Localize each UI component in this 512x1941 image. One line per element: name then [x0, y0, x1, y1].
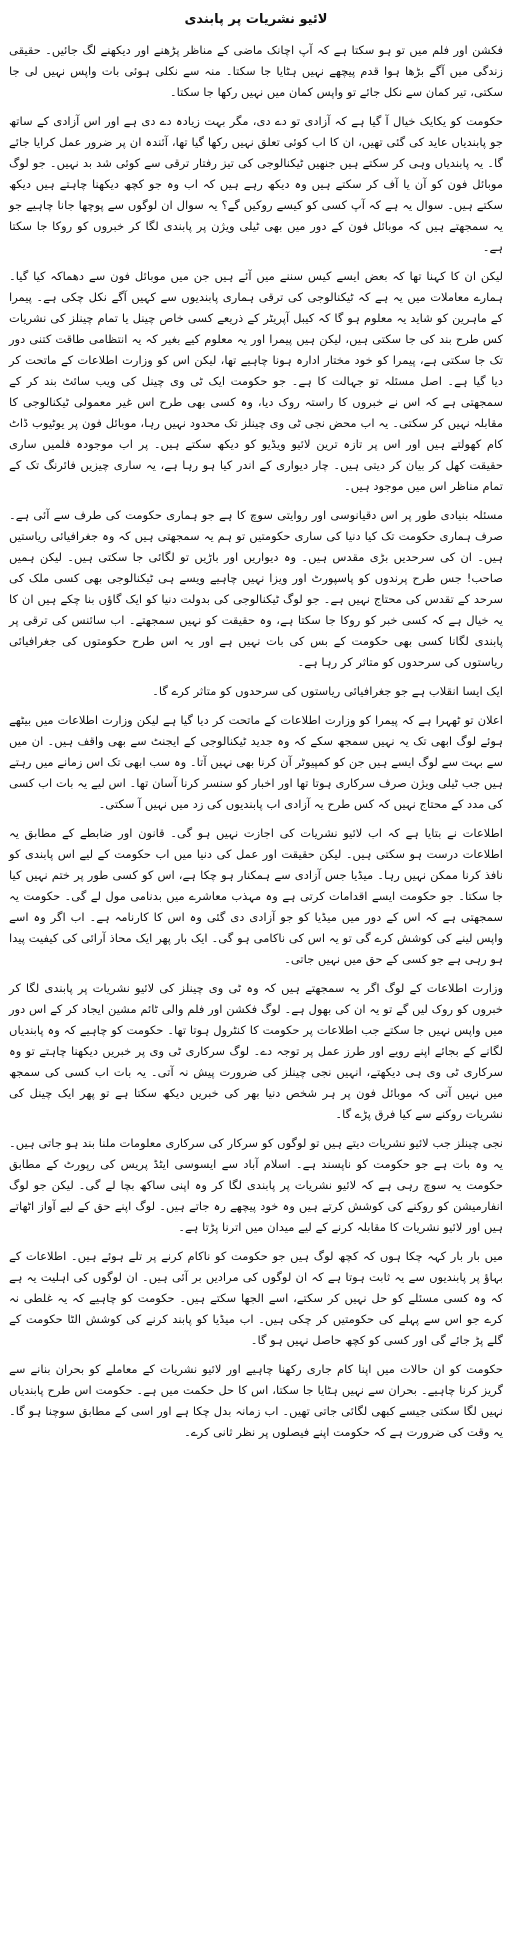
- article-paragraph: حکومت کو یکایک خیال آ گیا ہے کہ آزادی تو دے دی، مگر بہت زیادہ دے دی ہے اور اس آزادی کے ساتھ جو پابندیاں عاید کی گئی تھیں، ان کا اب کوئی تعلق نہیں رکھا گیا تھا، آئندہ ان پر ضرور عمل کرایا جائے گا۔ یہ پابندیاں وہی کر سکتے ہیں جنھیں ٹیکنالوجی کی تیز رفتار ترقی سے کوئی شد بد نہیں۔ جو لوگ موبائل فون کو آن یا آف کر سکتے ہیں وہ دیکھ رہے ہیں کہ اب وہ جو کچھ دیکھنا چاہتے ہیں دیکھ سکتے ہیں۔ سوال یہ ہے کہ آپ کسی کو کیسے روکیں گے؟ یہ سوال ان لوگوں سے پوچھا جانا چاہیے جو یہ سمجھتے ہیں کہ موبائل فون کے دور میں بھی ٹیلی ویژن پر پابندی لگا کر خبروں کو روکا جا سکتا ہے۔: [9, 114, 503, 254]
- article-paragraph: اطلاعات نے بتایا ہے کہ اب لائیو نشریات کی اجازت نہیں ہو گی۔ قانون اور ضابطے کے مطابق یہ اطلاعات درست ہو سکتی ہیں۔ لیکن حقیقت اور عمل کی دنیا میں اب حکومت کے لیے اس پابندی کو نافذ کرنا ممکن نہیں رہا۔ میڈیا جس آزادی سے ہمکنار ہو چکا ہے، اس کو کسی طور پر ختم نہیں کیا جا سکتا۔ جو حکومت ایسے اقدامات کرتی ہے وہ مہذب معاشرے میں بدنامی مول لے گی۔ حکومت یہ سمجھتی ہے کہ اس کے دور میں میڈیا کو جو آزادی دی گئی وہ اس کا کارنامہ ہے۔ اب اگر وہ اسے واپس لینے کی کوشش کرے گی تو یہ اس کی ناکامی ہو گی۔ ایک بار پھر ایک محاذ آرائی کی کیفیت پیدا ہو رہی ہے جو کسی کے حق میں نہیں جاتی۔: [9, 826, 503, 966]
- article-paragraph: نجی چینلز جب لائیو نشریات دیتے ہیں تو لوگوں کو سرکار کی سرکاری معلومات ملنا بند ہو جاتی ہیں۔ یہ وہ بات ہے جو حکومت کو ناپسند ہے۔ اسلام آباد سے ایسوسی ایٹڈ پریس کی رپورٹ کے مطابق حکومت یہ سوچ رہی ہے کہ لائیو نشریات پر پابندی لگا کر وہ اپنی ساکھ بچا لے گی۔ لیکن جو لوگ انفارمیشن کو روکنے کی کوشش کرتے ہیں وہ خود پیچھے رہ جاتے ہیں۔ لوگ اپنے حق کے لیے آواز اٹھاتے ہیں اور لائیو نشریات کا مقابلہ کرنے کے لیے میدان میں اترنا پڑتا ہے۔: [9, 1136, 503, 1234]
- article-title: لائیو نشریات پر پابندی: [184, 12, 328, 27]
- article-paragraph: مسئلہ بنیادی طور پر اس دقیانوسی اور روایتی سوچ کا ہے جو ہماری حکومت کی طرف سے آئی ہے۔ صرف ہماری حکومت تک کیا دنیا کی ساری حکومتیں تو ہم یہ سمجھتی ہیں کہ وہ جغرافیائی ریاستیں ہیں۔ ان کی سرحدیں بڑی مقدس ہیں۔ وہ دیواریں اور باڑیں تو لگائی جا سکتی ہیں۔ لیکن ہمیں صاحب! جس طرح پرندوں کو پاسپورٹ اور ویزا نہیں چاہیے ویسے ہی ٹیکنالوجی بھی کسی ملک کی سرحد کے تقدس کی محتاج نہیں ہے۔ جو لوگ ٹیکنالوجی کی بدولت دنیا کو ایک گاؤں بنا چکے ہیں ان کا یہ خیال ہے کہ کسی خبر کو روکا جا سکتا ہے، وہ حقیقت کو نہیں سمجھتے۔ اب سائنس کی ترقی پر پابندی لگانا کسی بھی حکومت کے بس کی بات نہیں ہے اور یہ اس طرح حکومتوں کی جغرافیائی ریاستوں کی سرحدوں کو متاثر کر رہا ہے۔: [9, 508, 503, 669]
- article-paragraph: وزارت اطلاعات کے لوگ اگر یہ سمجھتے ہیں کہ وہ ٹی وی چینلز کی لائیو نشریات پر پابندی لگا کر خبروں کو روک لیں گے تو یہ ان کی بھول ہے۔ لوگ فکشن اور فلم والی ٹائم مشین ایجاد کر کے اس دور میں واپس نہیں جا سکتے جب اطلاعات پر حکومت کا کنٹرول ہوتا تھا۔ حکومت کو چاہیے کہ وہ پابندیاں لگانے کے بجائے اپنے رویے اور طرز عمل پر توجہ دے۔ لوگ سرکاری ٹی وی پر خبریں دیکھنا چاہتے تو وہ سرکاری ٹی وی ہی دیکھتے، انہیں نجی چینلز کی ضرورت پیش نہ آتی۔ یہ بات اب کسی کی سمجھ میں نہیں آتی کہ موبائل فون پر ہر شخص دنیا بھر کی خبریں دیکھ سکتا ہے تو پھر ایک چینل کی نشریات روکنے سے کیا فرق پڑے گا۔: [9, 981, 503, 1121]
- article-paragraph: فکشن اور فلم میں تو ہو سکتا ہے کہ آپ اچانک ماضی کے مناظر پڑھنے اور دیکھنے لگ جائیں۔ حقیقی زندگی میں آگے بڑھا ہوا قدم پیچھے نہیں ہٹایا جا سکتا۔ منہ سے نکلی ہوئی بات واپس نہیں لی جا سکتی، تیر کمان سے نکل جائے تو واپس کمان میں نہیں رکھا جا سکتا۔: [9, 43, 503, 99]
- article-body: [9, 40, 503, 1443]
- article-paragraph: لیکن ان کا کہنا تھا کہ بعض ایسے کیس سننے میں آئے ہیں جن میں موبائل فون سے دھماکہ کیا گیا۔ ہمارے معاملات میں یہ ہے کہ ٹیکنالوجی کی ترقی ہماری پابندیوں سے کہیں آگے نکل چکی ہے۔ پیمرا کے ماہرین کو شاید یہ معلوم ہو گا کہ کیبل آپریٹر کے ذریعے کسی خاص چینل یا تمام چینلز کی نشریات کس طرح بند کی جا سکتی ہیں، لیکن ہیں پیمرا اور یہ معلوم کیے بغیر کہ یہ انتظامی طاقت کتنی دور تک جا سکتی ہے، پیمرا کو خود مختار ادارہ ہونا چاہیے تھا، لیکن اس کو وزارت اطلاعات کے ماتحت کر دیا گیا ہے۔ اصل مسئلہ تو جہالت کا ہے۔ جو حکومت ایک ٹی وی چینل کی ویب سائٹ بند کر کے سمجھتی ہے کہ اس نے خبروں کا راستہ روک دیا، وہ کسی بھی طرح اس غیر معمولی ٹیکنالوجی کا مقابلہ نہیں کر سکتی۔ یہ اب محض نجی ٹی وی چینلز تک محدود نہیں رہا، موبائل فون پر یوٹیوب ڈاٹ کام کھولتے ہیں اور اس پر تازہ ترین لائیو ویڈیو کو دیکھ سکتے ہیں۔ پر اب موجودہ فلمیں ساری حقیقت کھل کر بیان کر دیتی ہیں۔ چار دیواری کے اندر کیا ہو رہا ہے، یہ ساری چیزیں فائرنگ تک کے تمام مناظر اس میں موجود ہیں۔: [9, 269, 503, 493]
- article-paragraph: اعلان تو ٹھہرا ہے کہ پیمرا کو وزارت اطلاعات کے ماتحت کر دیا گیا ہے لیکن وزارت اطلاعات میں بیٹھے ہوئے لوگ ابھی تک یہ نہیں سمجھ سکے کہ وہ جدید ٹیکنالوجی کے ایجنٹ سے بھی واقف ہیں۔ ان میں سے بہت سے لوگ ایسے ہیں جن کو کمپیوٹر آن کرنا بھی نہیں آتا۔ وہ سب ابھی تک اس زمانے میں رہتے ہیں جب ٹیلی ویژن صرف سرکاری ہوتا تھا اور اخبار کو سنسر کرنا آسان تھا۔ اس لیے یہ بات اب کسی کی مدد کے محتاج نہیں کہ کس طرح یہ آزادی اب پابندیوں کی زد میں نہیں آ سکتی۔: [9, 713, 503, 811]
- article-paragraph: میں بار بار کہہ چکا ہوں کہ کچھ لوگ ہیں جو حکومت کو ناکام کرنے پر تلے ہوئے ہیں۔ اطلاعات کے بہاؤ پر پابندیوں سے یہ ثابت ہوتا ہے کہ ان لوگوں کی مرادیں بر آئی ہیں۔ ان لوگوں کی اہلیت یہ ہے کہ وہ کسی مسئلے کو حل نہیں کر سکتے، اسے الجھا سکتے ہیں۔ حکومت کو چاہیے کہ یہ غلطی نہ کرے جو اس سے پہلے کی حکومتیں کر چکی ہیں۔ اب میڈیا کو پابند کرنے کی کوشش الٹا حکومت کے گلے پڑ جائے گی اور کسی کو کچھ حاصل نہیں ہو گا۔: [9, 1249, 503, 1347]
- article-paragraph: ایک ایسا انقلاب ہے جو جغرافیائی ریاستوں کی سرحدوں کو متاثر کرے گا۔: [152, 684, 503, 698]
- article-paragraph: حکومت کو ان حالات میں اپنا کام جاری رکھنا چاہیے اور لائیو نشریات کے معاملے کو بحران بنانے سے گریز کرنا چاہیے۔ بحران سے نہیں ہٹایا جا سکتا، اس کا حل حکمت میں ہے۔ حکومت اس طرح پابندیاں نہیں لگا سکتی جیسے کبھی لگائی جاتی تھیں۔ اب زمانہ بدل چکا ہے اور اسی کے مطابق سوچنا ہو گا۔ یہ وقت کی ضرورت ہے کہ حکومت اپنے فیصلوں پر نظر ثانی کرے۔: [9, 1362, 503, 1439]
